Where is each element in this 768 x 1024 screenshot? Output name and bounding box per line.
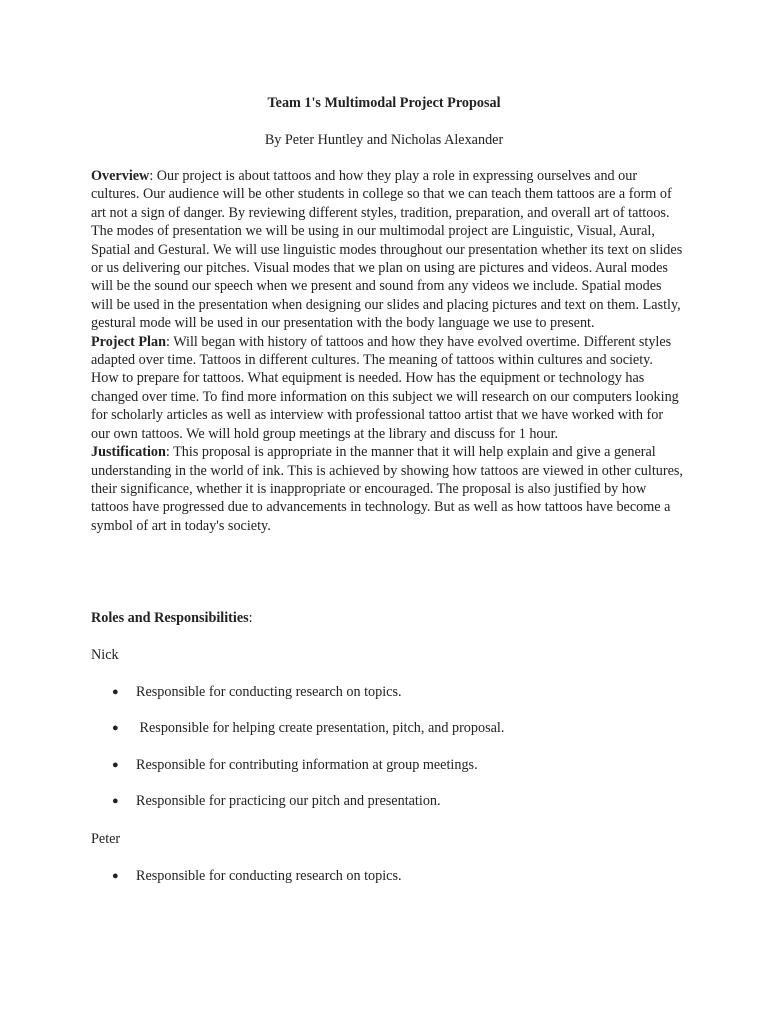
list-item [112,867,672,886]
justification-paragraph [91,443,683,535]
document-authors: By Peter Huntley and Nicholas Alexander [264,132,504,148]
person-name-nick: Nick [91,647,119,663]
project-plan-text: : Will began with history of tattoos and how they have evolved overtime. Different styles adapted over time. Tattoos in different cultures. The meaning of tattoos within cultures and society. How to prepare for tattoos. What equipment is needed. How has the equipment or technology has changed over time. To find more information on this subject we will research on our computers looking for scholarly articles as well as interview with professional tattoo artist that we have worked with for our own tattoos. We will hold group meetings at the library and discuss for 1 hour. [91,333,679,442]
list-item [112,756,672,775]
project-plan-label: Project Plan [91,333,166,350]
list-item-text: Responsible for conducting research on topics. [136,868,402,884]
overview-paragraph [91,167,683,333]
document-title: Team 1's Multimodal Project Proposal [267,95,501,111]
proposal-body [91,167,683,535]
list-item [112,683,672,702]
bullet-icon: ● [112,722,119,734]
justification-label: Justification [91,444,166,461]
overview-label: Overview [91,168,150,184]
roles-heading [91,609,253,627]
overview-text: : Our project is about tattoos and how they play a role in expressing ourselves and our cultures. Our audience will be other students in college so that we can teach them tattoos are a form of art not a sign of danger. By reviewing different styles, tradition, preparation, and overall art of tattoos. The modes of presentation we will be using in our multimodal project are Linguistic, Visual, Aural, Spatial and Gestural. We will use linguistic modes throughout our presentation whether its text on slides or us delivering our pitches. Visual modes that we plan on using are pictures and videos. Aural modes will be the sound our speech when we present and sound from any videos we include. Spatial modes will be used in the presentation when designing our slides and placing pictures and text on them. Lastly, gestural mode will be used in our presentation with the body language we use to present. [91,168,683,332]
bullet-icon: ● [112,870,119,882]
list-item [112,719,672,738]
justification-text: : This proposal is appropriate in the manner that it will help explain and give a general understanding in the world of ink. This is achieved by showing how tattoos are viewed in other cultures, their significance, whether it is inappropriate or encouraged. The proposal is also justified by how tattoos have progressed due to advancements in technology. But as well as how tattoos have become a symbol of art in today's society. [91,444,683,534]
list-item-text: Responsible for practicing our pitch and presentation. [136,793,441,809]
roles-heading-colon: : [248,610,253,626]
list-item [112,792,672,811]
project-plan-paragraph [91,333,683,443]
list-item-text: Responsible for contributing information at group meetings. [136,757,478,773]
person-name-peter: Peter [91,831,121,847]
list-item-text: Responsible for helping create presentation, pitch, and proposal. [136,720,505,736]
bullet-icon: ● [112,686,119,698]
bullet-icon: ● [112,795,119,807]
list-item-text: Responsible for conducting research on topics. [136,684,402,700]
roles-heading-text: Roles and Responsibilities [91,610,249,626]
bullet-icon: ● [112,759,119,771]
